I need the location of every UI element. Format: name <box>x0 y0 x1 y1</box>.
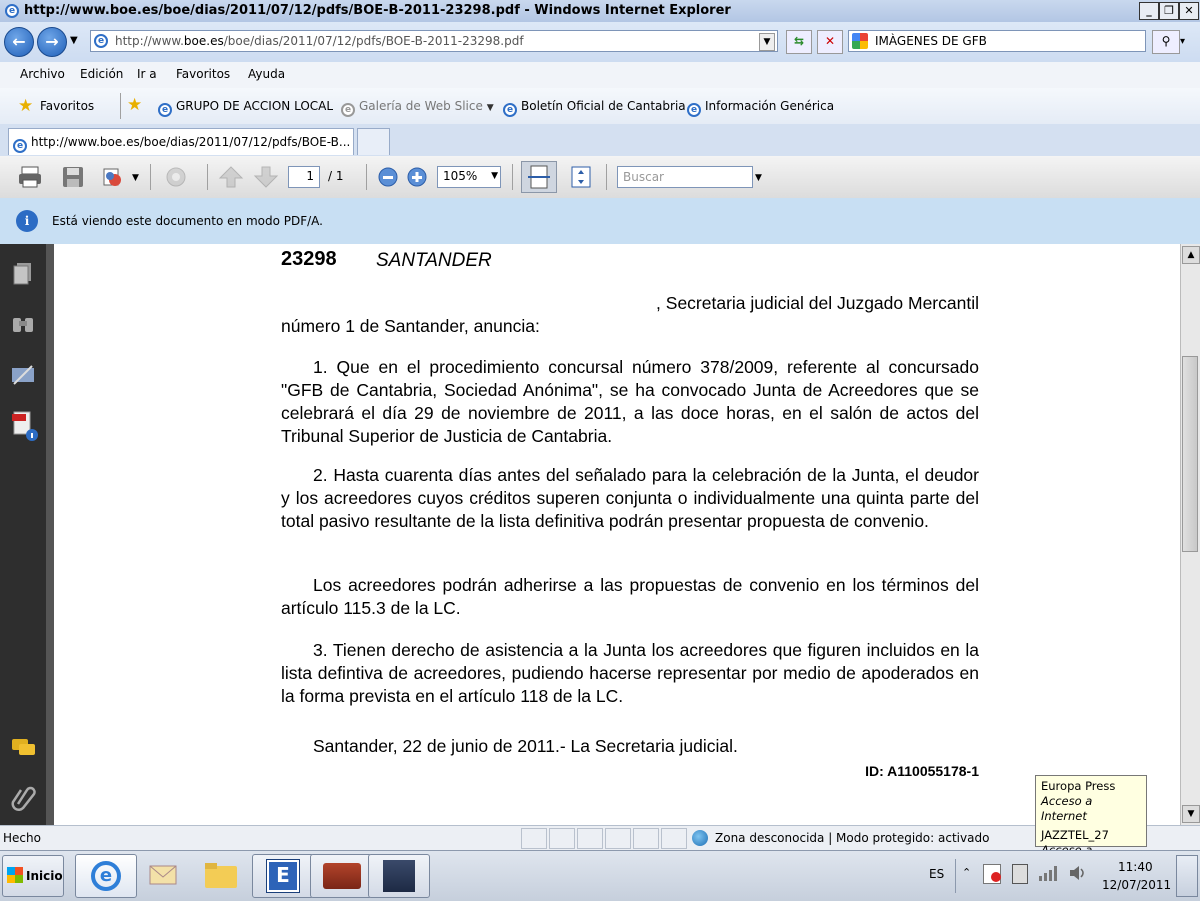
taskbar-folder-icon[interactable] <box>203 860 239 890</box>
info-bar <box>0 198 1200 245</box>
restore-button[interactable]: ❐ <box>1159 2 1179 20</box>
status-bar <box>0 825 1200 851</box>
history-dropdown-icon[interactable]: ▼ <box>70 35 78 46</box>
arrow-down-icon <box>253 165 279 189</box>
language-indicator[interactable]: ES <box>929 867 945 881</box>
clock-date[interactable]: 12/07/2011 <box>1102 878 1172 892</box>
address-dropdown-icon[interactable]: ▼ <box>759 33 775 51</box>
chevron-down-icon[interactable]: ▼ <box>755 173 762 183</box>
clock-time[interactable]: 11:40 <box>1118 860 1153 874</box>
internet-explorer-icon: e <box>91 861 121 891</box>
ie-logo-icon: e <box>5 4 19 18</box>
document-id: ID: A110055178-1 <box>865 763 979 779</box>
comments-icon[interactable] <box>10 734 36 760</box>
paragraph-1: 1. Que en el procedimiento concursal número 378/2009, referente al concursado "GFB de Cantabria, Sociedad Anónima", se ha convocado Junta de Acreedores que se celebrará el día 29 de noviembre de 2011, a las doce horas, en el salón de actos del Tribunal Superior de Justicia de Cantabria. <box>281 357 979 446</box>
status-text: Hecho <box>3 831 41 845</box>
taskbar-ie[interactable] <box>75 854 137 898</box>
zoom-out-icon[interactable] <box>375 165 401 189</box>
zoom-in-icon[interactable] <box>404 165 430 189</box>
page-icon: e <box>503 103 517 117</box>
paragraph-2: 2. Hasta cuarenta días antes del señalado para la celebración de la Junta, el deudor y los acreedores cuyos créditos superen conjunta o individualmente una quinta parte del total pasivo resultante de la lista definitiva podrán presentar propuesta de convenio. <box>281 465 979 531</box>
chevron-down-icon: ▼ <box>491 171 498 181</box>
paragraph-3: Los acreedores podrán adherirse a las propuestas de convenio en los términos del artículo 115.3 de la LC. <box>281 575 979 618</box>
page-icon: e <box>94 34 108 48</box>
info-icon: i <box>16 210 38 232</box>
taskbar-mail-icon[interactable] <box>148 861 180 889</box>
closing-line: Santander, 22 de junio de 2011.- La Secretaria judicial. <box>313 736 738 756</box>
taskbar-app-e[interactable] <box>252 854 314 898</box>
paperclip-icon[interactable] <box>10 784 36 810</box>
intro-line-2: número 1 de Santander, anuncia: <box>281 316 540 336</box>
chevron-down-icon: ▼ <box>486 103 494 113</box>
page-icon: e <box>687 103 701 117</box>
favorites-bar <box>0 88 1200 125</box>
announcement-number: 23298 <box>281 248 337 270</box>
toolbox-icon <box>323 863 361 889</box>
network-1-status: Acceso a Internet <box>1041 794 1093 823</box>
scroll-up-button[interactable]: ▲ <box>1182 246 1200 264</box>
star-icon: ★ <box>18 96 34 116</box>
new-tab-button[interactable] <box>357 128 390 155</box>
fit-width-icon[interactable] <box>521 161 557 193</box>
page-total: / 1 <box>328 169 344 183</box>
save-icon[interactable] <box>60 165 86 189</box>
globe-icon <box>692 830 708 846</box>
pdf-page <box>54 244 1180 825</box>
network-tooltip <box>1035 775 1147 847</box>
show-hidden-icons-icon[interactable]: ⌃ <box>962 866 972 879</box>
title-bar <box>0 0 1200 23</box>
menu-favoritos[interactable]: Favoritos <box>176 67 231 81</box>
address-toolbar <box>0 22 1200 63</box>
favorites-label: Favoritos <box>40 99 95 113</box>
forward-button[interactable]: → <box>37 27 67 57</box>
paragraph-4: 3. Tienen derecho de asistencia a la Junta los acreedores que figuren incluidos en la lista defintiva de acreedores, pudiendo hacerse representar por medio de apoderados en la forma prevista en el artículo 118 de la LC. <box>281 640 979 706</box>
e-app-icon: E <box>267 860 299 892</box>
binoculars-icon[interactable] <box>10 310 36 336</box>
taskbar-toolbox[interactable] <box>310 854 372 898</box>
google-icon <box>852 33 868 49</box>
menu-ayuda[interactable]: Ayuda <box>248 67 286 81</box>
close-button[interactable]: ✕ <box>1179 2 1199 20</box>
show-desktop-button[interactable] <box>1176 855 1198 897</box>
address-field[interactable] <box>90 30 778 52</box>
network-1-name: Europa Press <box>1041 779 1116 793</box>
menu-edicion[interactable]: Edición <box>80 67 124 81</box>
search-button[interactable]: ⚲ <box>1152 30 1180 54</box>
tab-bar <box>0 124 1200 157</box>
action-center-icon[interactable] <box>983 864 1001 884</box>
info-message: Está viendo este documento en modo PDF/A. <box>52 214 323 228</box>
pdf-document-info-icon[interactable] <box>10 410 36 436</box>
windows-logo-icon <box>7 867 23 883</box>
tab-active[interactable]: e http://www.boe.es/boe/dias/2011/07/12/pdfs/BOE-B... <box>8 128 354 155</box>
power-icon[interactable] <box>1012 864 1028 884</box>
pdf-sidebar <box>0 244 46 825</box>
fav-boletin-cantabria[interactable]: e Boletín Oficial de Cantabria <box>503 99 686 117</box>
start-label: Inicio <box>26 869 63 883</box>
fav-web-slice-gallery[interactable]: e Galería de Web Slice ▼ <box>341 99 494 117</box>
back-button[interactable]: ← <box>4 27 34 57</box>
page-icon: e <box>158 103 172 117</box>
taskbar <box>0 850 1200 901</box>
volume-icon[interactable] <box>1068 864 1088 885</box>
document-viewport <box>46 244 1180 825</box>
scroll-thumb[interactable] <box>1182 356 1198 552</box>
page-icon: e <box>13 139 27 153</box>
vertical-scrollbar[interactable] <box>1180 244 1200 825</box>
print-icon[interactable] <box>17 165 43 189</box>
add-favorite-icon[interactable]: ★ <box>127 95 143 115</box>
intro-line-1: , Secretaria judicial del Juzgado Mercantil <box>656 293 979 313</box>
pages-icon[interactable] <box>10 260 36 286</box>
url-path: /boe/dias/2011/07/12/pdfs/BOE-B-2011-23298.pdf <box>223 34 524 48</box>
zoom-select[interactable]: 105% ▼ <box>437 166 501 188</box>
announcement-location: SANTANDER <box>376 250 492 271</box>
page-icon: e <box>341 103 355 117</box>
security-zone[interactable]: Zona desconocida | Modo protegido: activado <box>715 831 990 845</box>
stop-icon[interactable]: ✕ <box>817 30 843 54</box>
url-domain: boe.es <box>183 34 224 48</box>
search-value: IMÀGENES DE GFB <box>875 34 987 48</box>
arrow-up-icon <box>218 165 244 189</box>
fit-page-icon[interactable] <box>568 165 594 189</box>
menu-ir-a[interactable]: Ir a <box>137 67 157 81</box>
start-button[interactable] <box>2 855 64 897</box>
fav-informacion-generica[interactable]: e Información Genérica <box>687 99 834 117</box>
favorites-button[interactable] <box>10 94 116 118</box>
window-title: http://www.boe.es/boe/dias/2011/07/12/pdfs/BOE-B-2011-23298.pdf - Windows Internet Explorer <box>24 3 731 18</box>
fav-grupo-accion-local[interactable]: e GRUPO DE ACCION LOCAL <box>158 99 333 117</box>
status-panels <box>521 828 686 848</box>
taskbar-documents[interactable] <box>368 854 430 898</box>
menu-bar <box>0 62 1200 89</box>
search-input[interactable] <box>848 30 1146 52</box>
minimize-button[interactable]: _ <box>1139 2 1159 20</box>
refresh-icon[interactable]: ⇆ <box>786 30 812 54</box>
documents-icon <box>383 860 415 892</box>
search-options-icon[interactable]: ▾ <box>1180 36 1186 47</box>
share-icon[interactable] <box>100 165 126 189</box>
network-2-name: JAZZTEL_27 <box>1041 828 1109 842</box>
url-prefix: http://www. <box>115 34 184 48</box>
collaborate-icon <box>163 165 189 189</box>
network-icon[interactable] <box>1038 864 1060 885</box>
menu-archivo[interactable]: Archivo <box>20 67 65 81</box>
pdf-search-input[interactable]: Buscar <box>617 166 753 188</box>
signature-icon[interactable] <box>10 362 36 388</box>
pdf-toolbar <box>0 156 1200 199</box>
chevron-down-icon[interactable]: ▼ <box>132 173 139 183</box>
page-number-input[interactable]: 1 <box>288 166 320 188</box>
scroll-down-button[interactable]: ▼ <box>1182 805 1200 823</box>
intro-paragraph <box>281 292 979 338</box>
